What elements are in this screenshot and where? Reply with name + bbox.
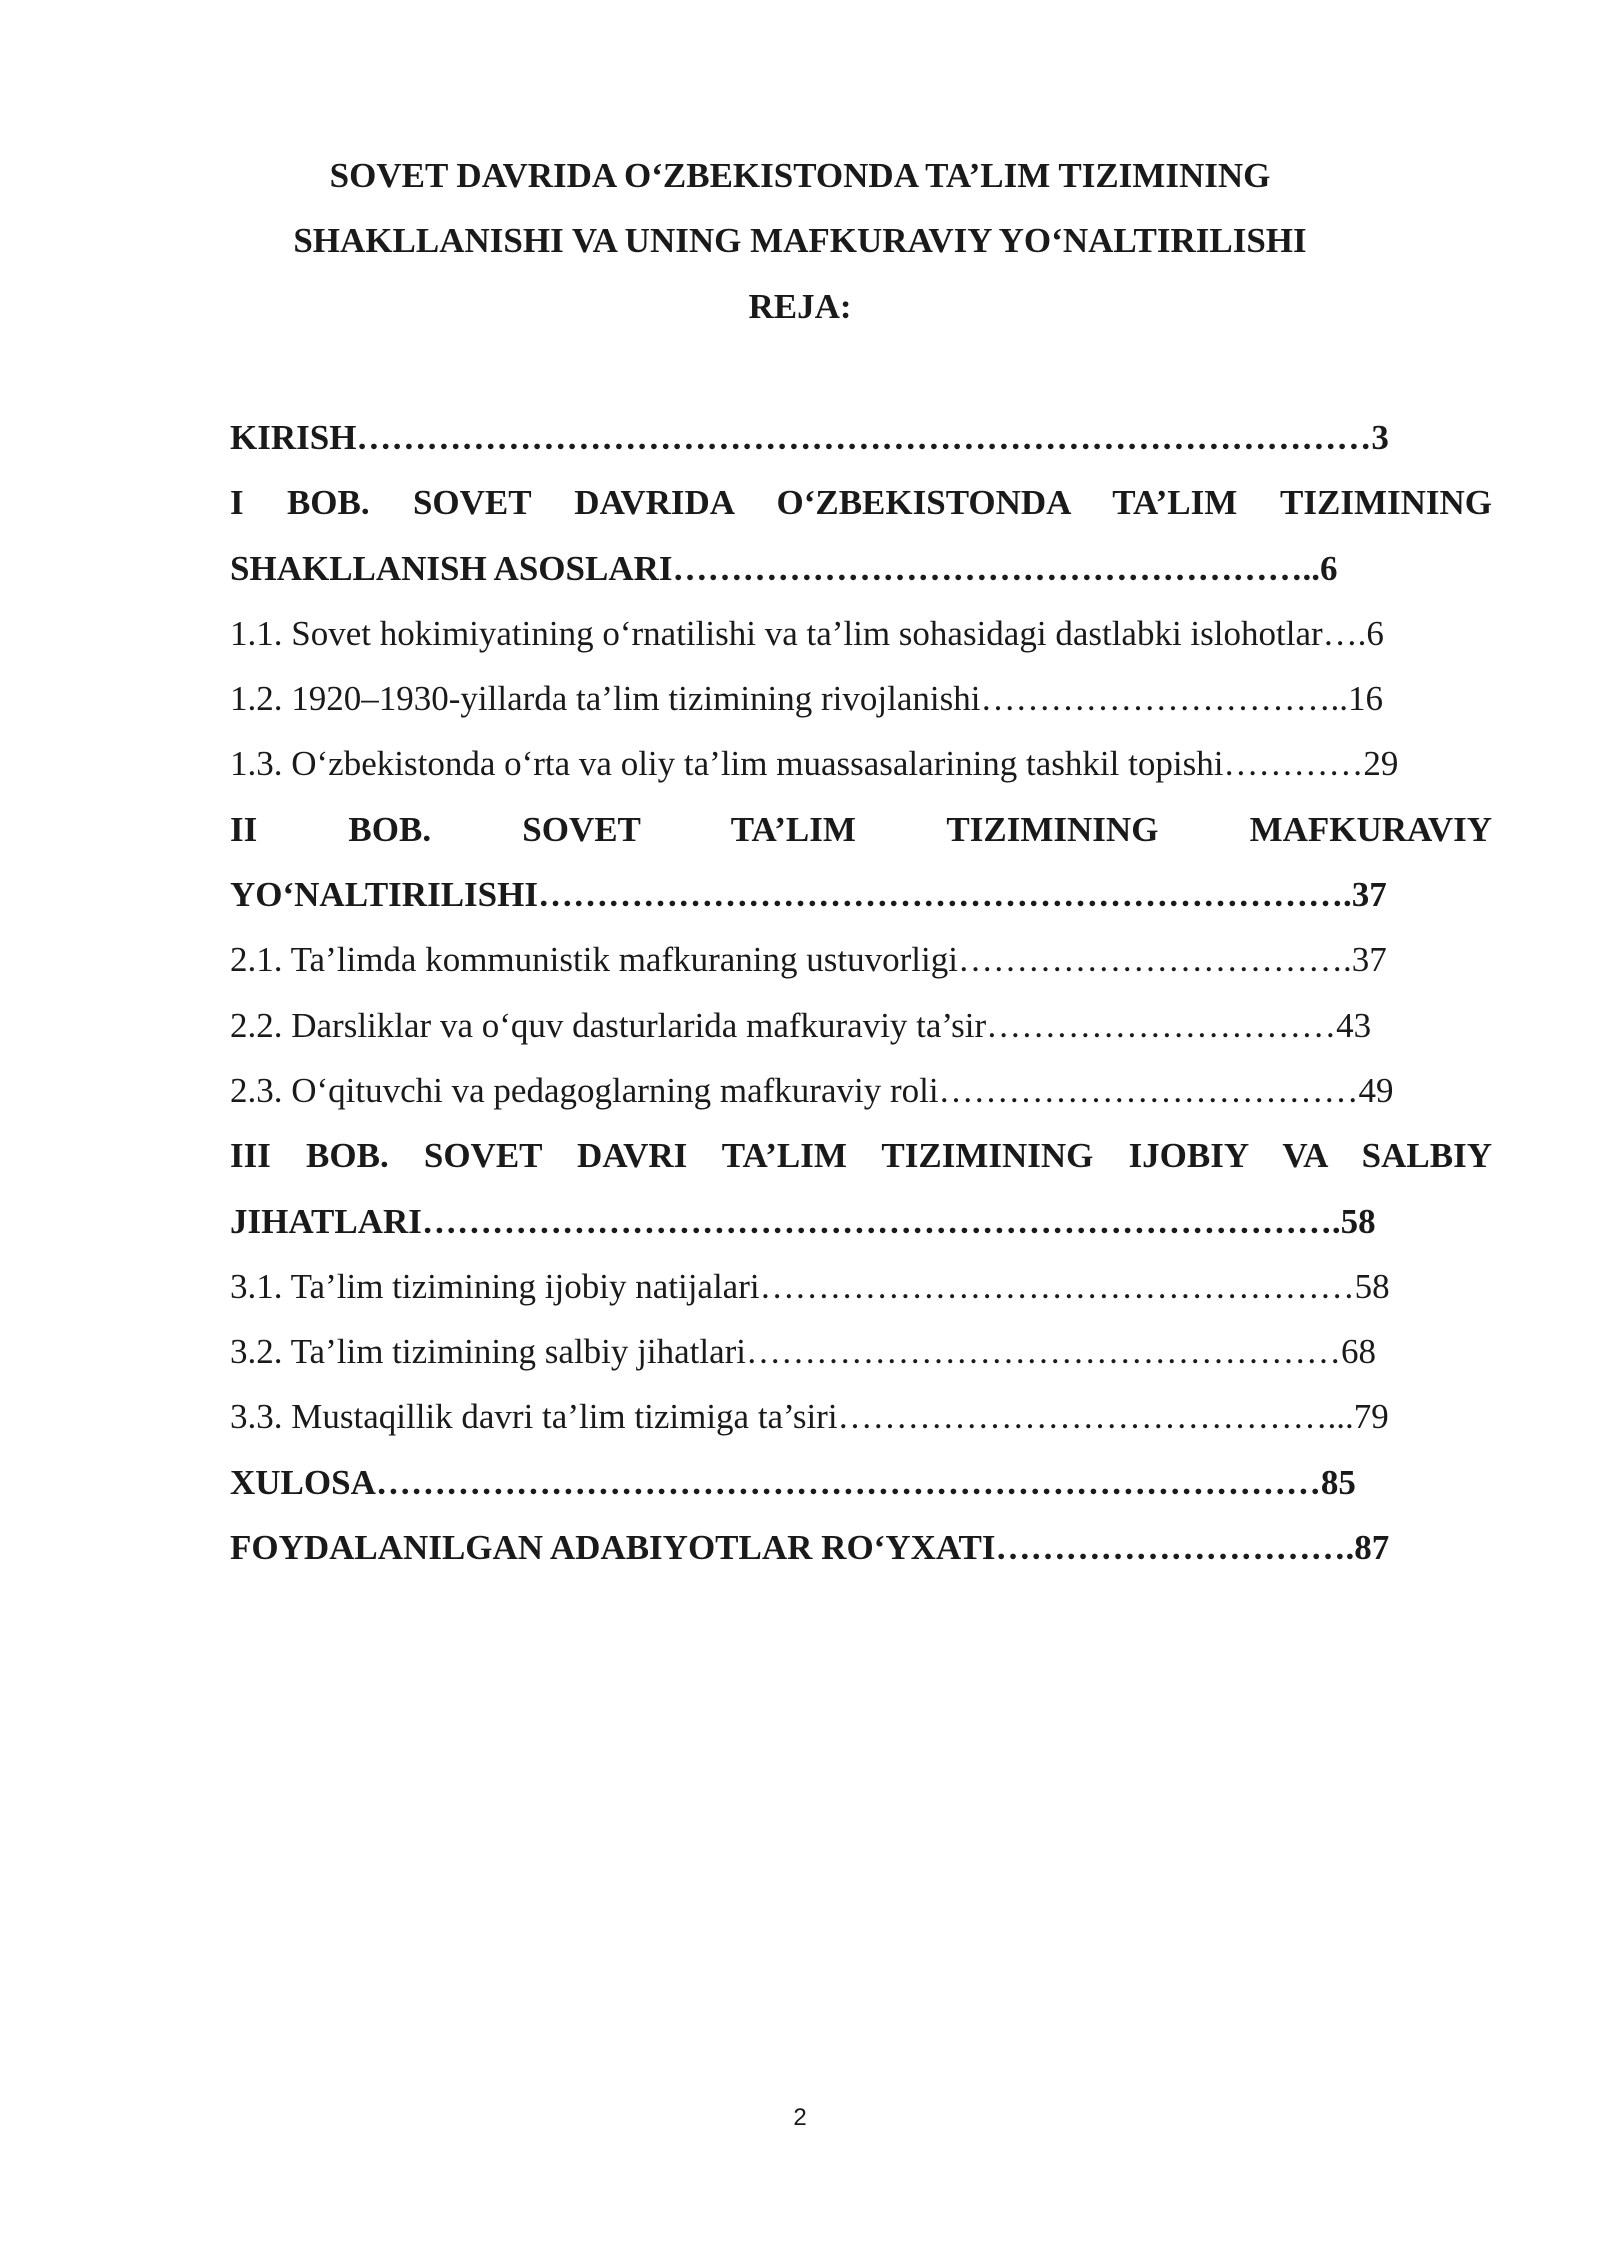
table-of-contents xyxy=(230,405,1492,1580)
toc-entry-kirish: KIRISH……………………………………………………………………………3 xyxy=(230,418,1389,457)
toc-section-2-2: 2.2. Darsliklar va o‘quv dasturlarida mafkuraviy ta’sir…………………………43 xyxy=(230,1005,1372,1045)
toc-section-3-1: 3.1. Ta’lim tizimining ijobiy natijalari……………………………………………58 xyxy=(230,1266,1390,1306)
toc-chapter-1-title: I BOB. SOVET DAVRIDA O‘ZBEKISTONDA TA’LIM TIZIMINING xyxy=(230,483,1492,523)
plan-heading: REJA: xyxy=(748,287,852,326)
toc-entry-xulosa: XULOSA………………………………………………………………………85 xyxy=(230,1462,1356,1502)
toc-section-1-1: 1.1. Sovet hokimiyatining o‘rnatilishi va ta’lim sohasidagi dastlabki islohotlar….6 xyxy=(230,613,1384,653)
toc-section-1-2: 1.2. 1920–1930-yillarda ta’lim tizimining rivojlanishi…………………………..16 xyxy=(230,679,1383,719)
toc-chapter-1-title-cont: SHAKLLANISH ASOSLARI………………………………………………..6 xyxy=(230,548,1338,588)
toc-chapter-3-title-cont: JIHATLARI…………………………………………………………………….58 xyxy=(230,1201,1376,1241)
toc-chapter-3-title: III BOB. SOVET DAVRI TA’LIM TIZIMINING IJOBIY VA SALBIY xyxy=(230,1136,1492,1176)
page-number: 2 xyxy=(793,2104,807,2131)
toc-section-2-1: 2.1. Ta’limda kommunistik mafkuraning ustuvorligi…………………………….37 xyxy=(230,940,1387,980)
document-title-line-2: SHAKLLANISHI VA UNING MAFKURAVIY YO‘NALTIRILISHI xyxy=(293,221,1307,260)
toc-chapter-2-title-cont: YO‘NALTIRILISHI…………………………………………………………….37 xyxy=(230,875,1387,915)
toc-section-1-3: 1.3. O‘zbekistonda o‘rta va oliy ta’lim muassasalarining tashkil topishi…………29 xyxy=(230,744,1399,784)
toc-section-3-3: 3.3. Mustaqillik davri ta’lim tizimiga ta’siri……………………………………...79 xyxy=(230,1397,1389,1437)
toc-entry-references: FOYDALANILGAN ADABIYOTLAR RO‘YXATI………………………….87 xyxy=(230,1528,1390,1568)
toc-chapter-2-title: II BOB. SOVET TA’LIM TIZIMINING MAFKURAVIY xyxy=(230,809,1492,849)
toc-section-2-3: 2.3. O‘qituvchi va pedagoglarning mafkuraviy roli………………………………49 xyxy=(230,1070,1394,1110)
toc-section-3-2: 3.2. Ta’lim tizimining salbiy jihatlari……………………………………………68 xyxy=(230,1332,1376,1372)
document-title-line-1: SOVET DAVRIDA O‘ZBEKISTONDA TA’LIM TIZIMINING xyxy=(329,156,1271,195)
